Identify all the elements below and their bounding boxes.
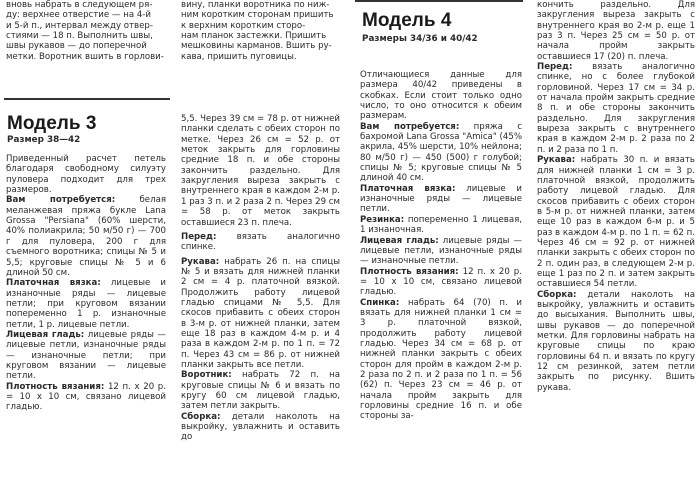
column-1	[6, 0, 166, 413]
model3-assembly-text: детали наколоть на выкройку, увлажнить и оставить до	[181, 411, 340, 443]
model3-density-label: Плотность вязания:	[6, 381, 105, 392]
model4-assembly-text: детали наколоть на выкройку, увлажнить и оставить до высыхания. Выполнить швы, швы рукавов — до поперечной метки. Для горловины набрать на круговые спицы по краю горловины 64 п. и вязать по кругу 12 см резинкой, затем петли закрыть по рисунку. Вшить рукава.	[537, 289, 695, 393]
model3-sleeves	[181, 257, 340, 371]
model3-assembly	[181, 412, 340, 443]
model4-platochnaya	[360, 184, 522, 215]
model4-sleeves-label: Рукава:	[537, 155, 576, 166]
model4-front-label: Перед:	[537, 62, 573, 73]
model3-col2-top-line: ним коротким сторонам пришить	[181, 10, 334, 21]
model3-sleeves-text: набрать 26 п. на спицы № 5 и вязать для нижней планки 2 см = 4 р. платочной вязкой. Продолжить работу лицевой гладью спицами № 5,5. Для скосов прибавить с обеих сторон в 3-м р. от нижней планки, затем еще 18 раз в каждом 4-м р. и 4 раза в каждом 2-м р. по 1 п. = 72 п. Через 43 см = 86 р. от нижней планки закрыть все петли.	[181, 256, 340, 370]
model4-title: Модель 4	[362, 10, 452, 31]
model4-density	[360, 267, 522, 298]
model3-collar	[181, 370, 340, 411]
model4-front	[537, 62, 695, 155]
model3-intro-line: метки. Воротник вшить в горлови-	[6, 51, 164, 62]
model4-col4-top-text: кончить раздельно. Для закругления выреза закрыть с внутреннего края во 2-м р. еще 1 раз 3 п. Через 25 см = 50 р. от начала пройм закрыть оставшиеся 17 (20) п. плеча.	[537, 0, 695, 62]
model4-platochnaya-text: лицевые и изнаночные ряды — лицевые петли.	[360, 183, 523, 215]
model3-back-text: 5,5. Через 39 см = 78 р. от нижней планки сделать с обеих сторон по метке. Через 26 см = 52 р. от меток закрыть для горловины средние 18 п. и обе стороны закончить раздельно. Для закругления выреза закрыть с внутреннего края в каждом 2-м р. 1 раз 3 п. и 2 раза 2 п. Через 29 см = 58 р. от меток закрыть оставшиеся 23 п. плеча.	[181, 114, 340, 228]
model3-col2-top-line: к верхним коротким сторо-	[181, 20, 306, 31]
model3-materials	[6, 195, 166, 278]
model3-col2-top-line: кава, пришить пуговицы.	[181, 51, 297, 62]
model3-assembly-label: Сборка:	[181, 411, 221, 422]
model3-intro-line: вновь набрать в следующем ря-	[6, 0, 153, 10]
model3-intro-line: швы рукавов — до поперечной	[6, 41, 147, 52]
model4-front-text: вязать аналогично спинке, но с более глубокой горловиной. Через 17 см = 34 р. от начала пройм закрыть средние 8 п. и обе стороны закончить раздельно. Для закругления выреза закрыть с внутреннего края в каждом 2-м р. 2 раза по 2 п. и 2 раза по 1 п.	[537, 62, 695, 155]
model3-title: Модель 3	[7, 113, 97, 134]
model3-front-text: вязать аналогично спинке.	[181, 231, 340, 253]
model3-sizes: Размер 38—42	[7, 135, 81, 145]
model4-rezinka-label: Резинка:	[360, 214, 405, 225]
model4-licevaya-text: лицевые ряды — лицевые петли, изнаночные ряды — изнаночные петли.	[360, 235, 522, 267]
model3-density-text: 12 п. x 20 р. = 10 x 10 см, связано лицевой гладью.	[6, 381, 166, 413]
model3-platochnaya-label: Платочная вязка:	[6, 278, 101, 289]
model3-collar-label: Воротник:	[181, 370, 232, 381]
column-3	[360, 0, 522, 422]
model4-assembly	[537, 290, 695, 393]
model4-back	[360, 298, 522, 422]
model3-licevaya	[6, 330, 166, 382]
model4-sleeves-text: набрать 30 п. и вязать для нижней планки 1 см = 3 р. платочной вязкой, продолжить работу лицевой гладью. Для скосов прибавить с обеих сторон в 5-м р. от нижней планки, затем еще 10 раз в каждом 6-м р. и 5 раз в каждом 4-м р. по 1 п. = 62 п. Через 46 см = 92 р. от нижней планки закрыть с обеих сторон по 2 п. один раз, в следующем 2-м р. еще 1 раз по 2 п. и затем закрыть оставшиеся 54 петли.	[537, 155, 695, 290]
model4-platochnaya-label: Платочная вязка:	[360, 183, 456, 194]
model4-licevaya-label: Лицевая гладь:	[360, 235, 439, 246]
model4-rezinka-text: попеременно 1 лицевая, 1 изнаночная.	[360, 214, 523, 236]
model3-licevaya-text: лицевые ряды — лицевые петли, изнаночные ряды — изнаночные петли; при круговом вязании — лицевые петли.	[6, 329, 166, 382]
model4-materials-label: Вам потребуется:	[360, 121, 460, 132]
model4-back-text: набрать 64 (70) п. и вязать для нижней планки 1 см = 3 р. платочной вязкой, продолжить работу лицевой гладью. Через 34 см = 68 р. от нижней планки закрыть с обеих сторон для пройм в каждом 2-м р. 2 раза по 2 п. и 2 раза по 1 п. = 56 (62) п. Через 23 см = 46 р. от начала пройм закрыть для горловины средние 16 п. и обе стороны за-	[360, 297, 523, 422]
model3-front-label: Перед:	[181, 231, 217, 242]
model3-front	[181, 232, 340, 253]
model4-materials	[360, 122, 522, 184]
model3-platochnaya	[6, 278, 166, 330]
model4-sizes: Размеры 34/36 и 40/42	[362, 34, 478, 44]
column-4	[537, 0, 695, 393]
model3-collar-text: набрать 72 п. на круговые спицы № 6 и вязать по кругу 60 см лицевой гладью, затем петли закрыть.	[181, 370, 340, 412]
model3-intro-line: ду: верхнее отверстие — на 4-й	[6, 10, 151, 21]
model4-assembly-label: Сборка:	[537, 289, 577, 300]
model4-density-text: 12 п. x 20 р. = 10 x 10 см, связано лицевой гладью.	[360, 266, 522, 298]
model4-rezinka	[360, 215, 522, 236]
model3-col2-top-line: вину, планки воротника по ниж-	[181, 0, 330, 10]
model3-col2-top-line: мешковины карманов. Вшить ру-	[181, 41, 332, 52]
model4-intro: Отличающиеся данные для размера 40/42 приведены в скобках. Если стоит только одно число, то оно относится к обеим размерам.	[360, 70, 522, 122]
model4-back-label: Спинка:	[360, 297, 400, 308]
model4-sleeves	[537, 155, 695, 289]
model3-platochnaya-text: лицевые и изнаночные ряды — лицевые петли; при круговом вязании попеременно 1 р. изнаночные петли, 1 р. лицевые петли.	[6, 278, 167, 330]
model3-materials-label: Вам потребуется:	[6, 195, 116, 206]
model3-density	[6, 382, 166, 413]
model3-description: Приведенный расчет петель благодаря свободному силуэту пуловера подходит для трех размеров.	[6, 154, 166, 196]
model3-licevaya-label: Лицевая гладь:	[6, 329, 85, 340]
model3-col2-top-line: нам планок застежки. Пришить	[181, 31, 327, 42]
model3-materials-text: белая меланжевая пряжа букле Lana Grossa "Persiana" (60% шерсти, 40% полиакрила; 50 м/50 г) — 700 г для пуловера, 200 г для съемного воротника; спицы № 5 и 5,5; круговые спицы № 5 и 6 длиной 50 см.	[6, 195, 166, 278]
model3-sleeves-label: Рукава:	[181, 256, 220, 267]
column-2	[181, 0, 340, 443]
model4-licevaya	[360, 236, 522, 267]
model3-intro-line: и 5-й п., интервал между отвер-	[6, 20, 153, 31]
model4-materials-text: пряжа с бахромой Lana Grossa "Amica" (45% акрила, 45% шерсти, 10% нейлона; 80 м/50 г) — 450 (500) г голубой; спицы № 5; круговые спицы № 5 длиной 40 см.	[360, 121, 522, 184]
model3-intro-line: стиями — 18 п. Выполнить швы,	[6, 31, 153, 42]
model4-density-label: Плотность вязания:	[360, 266, 459, 277]
